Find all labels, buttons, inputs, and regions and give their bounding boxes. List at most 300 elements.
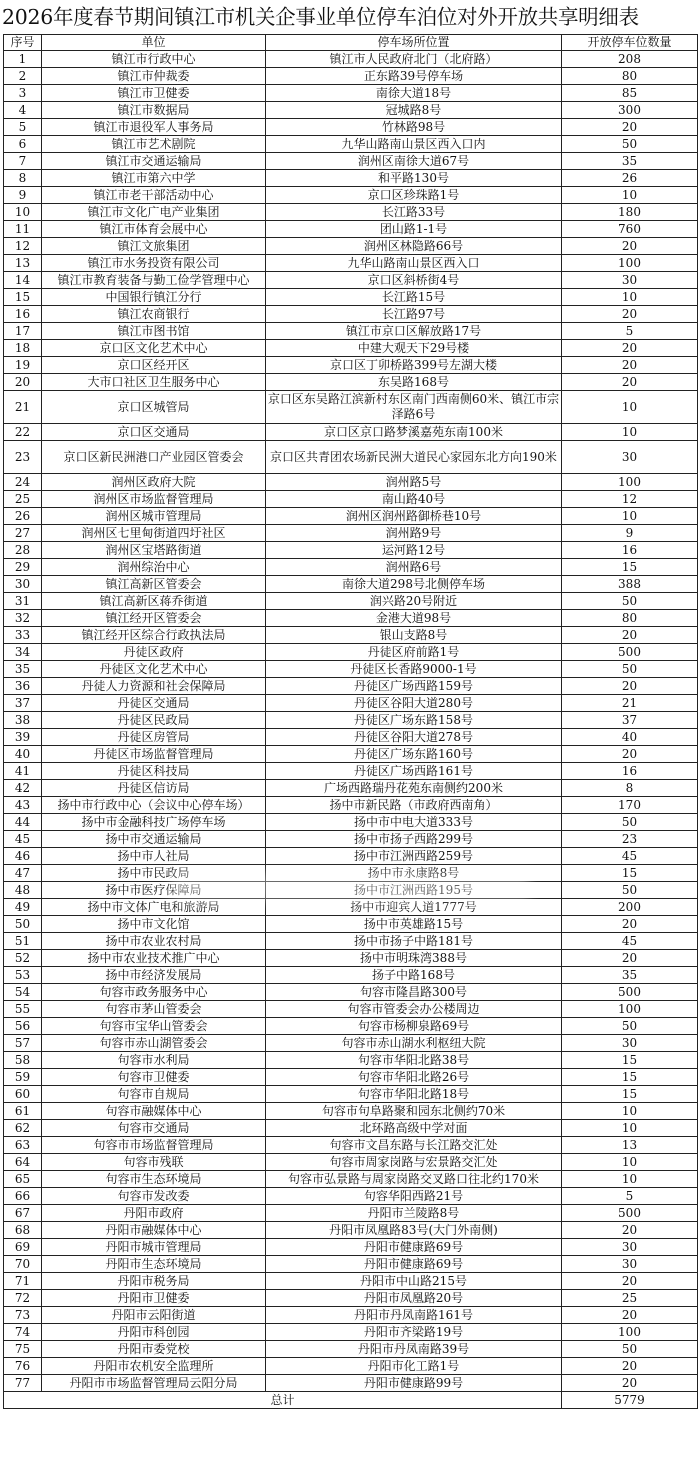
table-row (4, 729, 698, 746)
cell-no: 70 (4, 1256, 42, 1273)
cell-no: 37 (4, 695, 42, 712)
table-row (4, 441, 698, 474)
cell-count: 21 (562, 695, 698, 712)
cell-no: 74 (4, 1324, 42, 1341)
cell-unit: 润州区七里甸街道四圩社区 (42, 525, 266, 542)
cell-location: 丹阳市凤凰路83号(大门外南侧) (266, 1222, 562, 1239)
cell-no: 59 (4, 1069, 42, 1086)
cell-no: 47 (4, 865, 42, 882)
cell-location: 金港大道98号 (266, 610, 562, 627)
cell-location: 丹阳市健康路69号 (266, 1256, 562, 1273)
cell-unit: 扬中市交通运输局 (42, 831, 266, 848)
table-row (4, 323, 698, 340)
cell-location: 长江路97号 (266, 306, 562, 323)
cell-location: 丹徒区广场东路160号 (266, 746, 562, 763)
cell-location: 句容市隆昌路300号 (266, 984, 562, 1001)
cell-count: 35 (562, 967, 698, 984)
table-row (4, 1256, 698, 1273)
cell-count: 50 (562, 661, 698, 678)
cell-no: 61 (4, 1103, 42, 1120)
cell-no: 39 (4, 729, 42, 746)
cell-count: 20 (562, 678, 698, 695)
cell-no: 21 (4, 391, 42, 424)
cell-count: 50 (562, 1018, 698, 1035)
cell-unit: 丹徒区政府 (42, 644, 266, 661)
cell-no: 18 (4, 340, 42, 357)
cell-unit: 丹徒区交通局 (42, 695, 266, 712)
cell-count: 15 (562, 1086, 698, 1103)
cell-location: 南徐大道18号 (266, 85, 562, 102)
cell-unit: 京口区城管局 (42, 391, 266, 424)
cell-count: 20 (562, 357, 698, 374)
table-row (4, 933, 698, 950)
cell-count: 10 (562, 391, 698, 424)
cell-unit: 扬中市农业农村局 (42, 933, 266, 950)
table-row (4, 1035, 698, 1052)
cell-location: 丹阳市丹凤南路39号 (266, 1341, 562, 1358)
cell-unit: 京口区文化艺术中心 (42, 340, 266, 357)
cell-count: 26 (562, 170, 698, 187)
cell-unit: 丹阳市税务局 (42, 1273, 266, 1290)
cell-no: 60 (4, 1086, 42, 1103)
table-row (4, 1307, 698, 1324)
document-title: 2026年度春节期间镇江市机关企事业单位停车泊位对外开放共享明细表 (2, 5, 639, 29)
table-row (4, 289, 698, 306)
table-row (4, 763, 698, 780)
table-row (4, 68, 698, 85)
cell-location: 镇江市人民政府北门（北府路） (266, 51, 562, 68)
table-row (4, 610, 698, 627)
cell-location: 京口区斜桥街4号 (266, 272, 562, 289)
cell-no: 30 (4, 576, 42, 593)
cell-unit: 扬中市金融科技广场停车场 (42, 814, 266, 831)
table-row (4, 899, 698, 916)
table-row (4, 491, 698, 508)
cell-unit: 镇江市第六中学 (42, 170, 266, 187)
cell-count: 16 (562, 542, 698, 559)
cell-unit: 镇江市文化广电产业集团 (42, 204, 266, 221)
cell-no: 75 (4, 1341, 42, 1358)
cell-location: 冠城路8号 (266, 102, 562, 119)
cell-unit: 句容市赤山湖管委会 (42, 1035, 266, 1052)
cell-location: 扬中市江洲西路259号 (266, 848, 562, 865)
table-row (4, 661, 698, 678)
header-location: 停车场所位置 (266, 35, 562, 51)
cell-unit: 句容市水利局 (42, 1052, 266, 1069)
cell-unit: 扬中市文体广电和旅游局 (42, 899, 266, 916)
cell-no: 42 (4, 780, 42, 797)
cell-count: 20 (562, 1222, 698, 1239)
cell-no: 11 (4, 221, 42, 238)
cell-unit: 京口区经开区 (42, 357, 266, 374)
cell-no: 72 (4, 1290, 42, 1307)
cell-count: 500 (562, 644, 698, 661)
cell-no: 29 (4, 559, 42, 576)
cell-location: 南徐大道298号北侧停车场 (266, 576, 562, 593)
cell-no: 10 (4, 204, 42, 221)
cell-unit: 润州区城市管理局 (42, 508, 266, 525)
cell-count: 20 (562, 1307, 698, 1324)
cell-location: 润州路9号 (266, 525, 562, 542)
table-row (4, 967, 698, 984)
cell-location: 扬中市明珠湾388号 (266, 950, 562, 967)
cell-count: 40 (562, 729, 698, 746)
cell-count: 180 (562, 204, 698, 221)
table-row (4, 508, 698, 525)
cell-location: 句容市华阳北路18号 (266, 1086, 562, 1103)
cell-unit: 扬中市行政中心（会议中心停车场） (42, 797, 266, 814)
cell-location: 扬子中路168号 (266, 967, 562, 984)
cell-no: 22 (4, 424, 42, 441)
table-row (4, 1103, 698, 1120)
cell-location: 京口区京口路梦溪嘉苑东南100米 (266, 424, 562, 441)
cell-no: 17 (4, 323, 42, 340)
cell-unit: 镇江市教育装备与勤工俭学管理中心 (42, 272, 266, 289)
table-row (4, 678, 698, 695)
cell-count: 35 (562, 153, 698, 170)
cell-no: 12 (4, 238, 42, 255)
cell-no: 77 (4, 1375, 42, 1392)
cell-location: 镇江市京口区解放路17号 (266, 323, 562, 340)
cell-unit: 句容市宝华山管委会 (42, 1018, 266, 1035)
table-row (4, 797, 698, 814)
cell-unit: 镇江市退役军人事务局 (42, 119, 266, 136)
cell-count: 30 (562, 441, 698, 474)
cell-unit: 句容市茅山管委会 (42, 1001, 266, 1018)
cell-location: 丹阳市丹凤南路161号 (266, 1307, 562, 1324)
cell-count: 20 (562, 340, 698, 357)
cell-count: 30 (562, 1256, 698, 1273)
table-row (4, 1120, 698, 1137)
table-row (4, 221, 698, 238)
cell-location: 京口区珍珠路1号 (266, 187, 562, 204)
cell-unit: 句容市发改委 (42, 1188, 266, 1205)
cell-no: 62 (4, 1120, 42, 1137)
cell-no: 14 (4, 272, 42, 289)
cell-unit: 润州区政府大院 (42, 474, 266, 491)
cell-unit: 丹徒区科技局 (42, 763, 266, 780)
cell-unit: 丹阳市农机安全监理所 (42, 1358, 266, 1375)
table-row (4, 1239, 698, 1256)
cell-unit: 镇江高新区蒋乔街道 (42, 593, 266, 610)
table-row (4, 1069, 698, 1086)
table-row (4, 542, 698, 559)
cell-unit: 镇江市艺术剧院 (42, 136, 266, 153)
cell-location: 团山路1-1号 (266, 221, 562, 238)
cell-unit: 句容市残联 (42, 1154, 266, 1171)
cell-location: 和平路130号 (266, 170, 562, 187)
cell-location: 润兴路20号附近 (266, 593, 562, 610)
table-row (4, 627, 698, 644)
cell-unit: 丹阳市生态环境局 (42, 1256, 266, 1273)
cell-no: 31 (4, 593, 42, 610)
cell-count: 50 (562, 814, 698, 831)
cell-unit: 丹阳市卫健委 (42, 1290, 266, 1307)
cell-count: 5 (562, 1188, 698, 1205)
cell-count: 500 (562, 984, 698, 1001)
cell-no: 41 (4, 763, 42, 780)
cell-location: 运河路12号 (266, 542, 562, 559)
table-row (4, 1086, 698, 1103)
cell-unit: 丹阳市科创园 (42, 1324, 266, 1341)
cell-location: 丹阳市健康路99号 (266, 1375, 562, 1392)
cell-count: 100 (562, 1001, 698, 1018)
cell-no: 52 (4, 950, 42, 967)
cell-unit: 中国银行镇江分行 (42, 289, 266, 306)
cell-count: 30 (562, 1239, 698, 1256)
cell-location: 句容市华阳北路26号 (266, 1069, 562, 1086)
table-row (4, 1324, 698, 1341)
cell-no: 15 (4, 289, 42, 306)
cell-count: 170 (562, 797, 698, 814)
cell-no: 40 (4, 746, 42, 763)
cell-unit: 句容市市场监督管理局 (42, 1137, 266, 1154)
cell-no: 64 (4, 1154, 42, 1171)
cell-unit: 丹阳市市场监督管理局云阳分局 (42, 1375, 266, 1392)
cell-count: 50 (562, 593, 698, 610)
cell-location: 丹徒区广场西路161号 (266, 763, 562, 780)
cell-location: 竹林路98号 (266, 119, 562, 136)
cell-no: 67 (4, 1205, 42, 1222)
cell-count: 20 (562, 238, 698, 255)
cell-no: 71 (4, 1273, 42, 1290)
cell-location: 句容市管委会办公楼周边 (266, 1001, 562, 1018)
cell-unit: 丹阳市政府 (42, 1205, 266, 1222)
cell-no: 48 (4, 882, 42, 899)
table-row (4, 712, 698, 729)
cell-count: 80 (562, 68, 698, 85)
cell-count: 10 (562, 1103, 698, 1120)
cell-no: 53 (4, 967, 42, 984)
cell-no: 66 (4, 1188, 42, 1205)
cell-no: 56 (4, 1018, 42, 1035)
cell-location: 九华山路南山景区西入口内 (266, 136, 562, 153)
cell-count: 45 (562, 933, 698, 950)
cell-count: 20 (562, 627, 698, 644)
table-row (4, 136, 698, 153)
table-row (4, 814, 698, 831)
cell-unit: 镇江市卫健委 (42, 85, 266, 102)
cell-location: 丹徒区广场东路158号 (266, 712, 562, 729)
cell-location: 扬中市江洲西路195号 (266, 882, 562, 899)
cell-no: 69 (4, 1239, 42, 1256)
cell-count: 50 (562, 1341, 698, 1358)
cell-location: 丹徒区长香路9000-1号 (266, 661, 562, 678)
table-row (4, 1205, 698, 1222)
table-row (4, 576, 698, 593)
cell-location: 丹徒区谷阳大道278号 (266, 729, 562, 746)
cell-unit: 丹徒区民政局 (42, 712, 266, 729)
table-row (4, 272, 698, 289)
cell-location: 句容市杨柳泉路69号 (266, 1018, 562, 1035)
table-row (4, 119, 698, 136)
cell-unit: 镇江高新区管委会 (42, 576, 266, 593)
table-row (4, 950, 698, 967)
table-row (4, 1341, 698, 1358)
cell-unit: 扬中市文化馆 (42, 916, 266, 933)
cell-location: 京口区共青团农场新民洲大道民心家园东北方向190米 (266, 441, 562, 474)
cell-no: 5 (4, 119, 42, 136)
cell-location: 长江路33号 (266, 204, 562, 221)
cell-location: 润州路5号 (266, 474, 562, 491)
cell-unit: 句容市自规局 (42, 1086, 266, 1103)
cell-count: 20 (562, 306, 698, 323)
cell-location: 扬中市永康路8号 (266, 865, 562, 882)
cell-unit: 镇江市体育会展中心 (42, 221, 266, 238)
cell-no: 45 (4, 831, 42, 848)
cell-unit: 句容市融媒体中心 (42, 1103, 266, 1120)
cell-location: 银山支路8号 (266, 627, 562, 644)
table-row (4, 1154, 698, 1171)
cell-count: 500 (562, 1205, 698, 1222)
cell-no: 6 (4, 136, 42, 153)
cell-no: 4 (4, 102, 42, 119)
table-row (4, 916, 698, 933)
cell-unit: 丹徒区市场监督管理局 (42, 746, 266, 763)
cell-no: 20 (4, 374, 42, 391)
cell-unit: 镇江农商银行 (42, 306, 266, 323)
table-row (4, 984, 698, 1001)
parking-table (3, 34, 698, 1409)
cell-unit: 润州区市场监督管理局 (42, 491, 266, 508)
table-header-row (4, 35, 698, 51)
cell-count: 85 (562, 85, 698, 102)
table-row (4, 848, 698, 865)
cell-count: 388 (562, 576, 698, 593)
cell-count: 9 (562, 525, 698, 542)
table-row (4, 51, 698, 68)
cell-no: 57 (4, 1035, 42, 1052)
cell-location: 润州区林隐路66号 (266, 238, 562, 255)
cell-location: 九华山路南山景区西入口 (266, 255, 562, 272)
cell-no: 54 (4, 984, 42, 1001)
cell-location: 京口区丁卯桥路399号左湖大楼 (266, 357, 562, 374)
cell-no: 1 (4, 51, 42, 68)
table-row (4, 1052, 698, 1069)
cell-unit: 润州区宝塔路街道 (42, 542, 266, 559)
cell-count: 50 (562, 882, 698, 899)
cell-count: 45 (562, 848, 698, 865)
cell-no: 33 (4, 627, 42, 644)
cell-unit: 镇江市老干部活动中心 (42, 187, 266, 204)
cell-unit: 扬中市经济发展局 (42, 967, 266, 984)
cell-location: 南山路40号 (266, 491, 562, 508)
cell-location: 京口区东吴路江滨新村东区南门西南侧60米、镇江市宗泽路6号 (266, 391, 562, 424)
cell-no: 27 (4, 525, 42, 542)
cell-count: 20 (562, 119, 698, 136)
cell-count: 15 (562, 1052, 698, 1069)
table-row (4, 374, 698, 391)
cell-no: 43 (4, 797, 42, 814)
table-row (4, 525, 698, 542)
cell-location: 丹徒区府前路1号 (266, 644, 562, 661)
cell-unit: 丹徒区房管局 (42, 729, 266, 746)
table-row (4, 170, 698, 187)
cell-count: 12 (562, 491, 698, 508)
table-row (4, 882, 698, 899)
cell-count: 100 (562, 474, 698, 491)
table-row (4, 593, 698, 610)
table-row (4, 1001, 698, 1018)
header-no: 序号 (4, 35, 42, 51)
cell-count: 10 (562, 508, 698, 525)
cell-no: 76 (4, 1358, 42, 1375)
cell-count: 20 (562, 374, 698, 391)
cell-no: 55 (4, 1001, 42, 1018)
cell-no: 51 (4, 933, 42, 950)
cell-location: 句容市弘景路与周家岗路交叉路口往北约170米 (266, 1171, 562, 1188)
table-row (4, 1171, 698, 1188)
cell-location: 正东路39号停车场 (266, 68, 562, 85)
table-row (4, 746, 698, 763)
cell-location: 句容市文昌东路与长江路交汇处 (266, 1137, 562, 1154)
cell-unit: 镇江市交通运输局 (42, 153, 266, 170)
total-label: 总计 (4, 1392, 562, 1409)
cell-count: 200 (562, 899, 698, 916)
table-row (4, 1222, 698, 1239)
cell-unit: 镇江经开区综合行政执法局 (42, 627, 266, 644)
cell-count: 30 (562, 272, 698, 289)
cell-no: 34 (4, 644, 42, 661)
cell-location: 润州区南徐大道67号 (266, 153, 562, 170)
cell-count: 37 (562, 712, 698, 729)
table-row (4, 102, 698, 119)
cell-location: 丹阳市齐梁路19号 (266, 1324, 562, 1341)
table-row (4, 695, 698, 712)
cell-count: 10 (562, 187, 698, 204)
cell-location: 润州区润州路御桥巷10号 (266, 508, 562, 525)
cell-unit: 扬中市医疗保障局 (42, 882, 266, 899)
cell-no: 13 (4, 255, 42, 272)
cell-location: 句容市赤山湖水利枢纽大院 (266, 1035, 562, 1052)
header-count: 开放停车位数量 (562, 35, 698, 51)
cell-no: 49 (4, 899, 42, 916)
table-row (4, 357, 698, 374)
cell-count: 10 (562, 1171, 698, 1188)
cell-location: 丹阳市化工路1号 (266, 1358, 562, 1375)
cell-unit: 镇江市仲裁委 (42, 68, 266, 85)
total-count: 5779 (562, 1392, 698, 1409)
cell-location: 扬中市扬子西路299号 (266, 831, 562, 848)
cell-location: 扬中市迎宾人道1777号 (266, 899, 562, 916)
cell-unit: 丹徒区文化艺术中心 (42, 661, 266, 678)
cell-no: 23 (4, 441, 42, 474)
table-row (4, 1188, 698, 1205)
table-row (4, 780, 698, 797)
table-row (4, 187, 698, 204)
cell-no: 63 (4, 1137, 42, 1154)
cell-count: 15 (562, 559, 698, 576)
table-row (4, 153, 698, 170)
cell-location: 扬中市中电大道333号 (266, 814, 562, 831)
cell-count: 10 (562, 424, 698, 441)
cell-count: 100 (562, 255, 698, 272)
cell-no: 65 (4, 1171, 42, 1188)
cell-unit: 京口区交通局 (42, 424, 266, 441)
cell-no: 38 (4, 712, 42, 729)
cell-location: 长江路15号 (266, 289, 562, 306)
table-row (4, 204, 698, 221)
cell-count: 20 (562, 950, 698, 967)
cell-unit: 镇江文旅集团 (42, 238, 266, 255)
total-row (4, 1392, 698, 1409)
cell-no: 50 (4, 916, 42, 933)
table-body (4, 51, 698, 1392)
cell-location: 丹阳市兰陵路8号 (266, 1205, 562, 1222)
table-row (4, 1273, 698, 1290)
cell-unit: 京口区新民洲港口产业园区管委会 (42, 441, 266, 474)
cell-count: 208 (562, 51, 698, 68)
